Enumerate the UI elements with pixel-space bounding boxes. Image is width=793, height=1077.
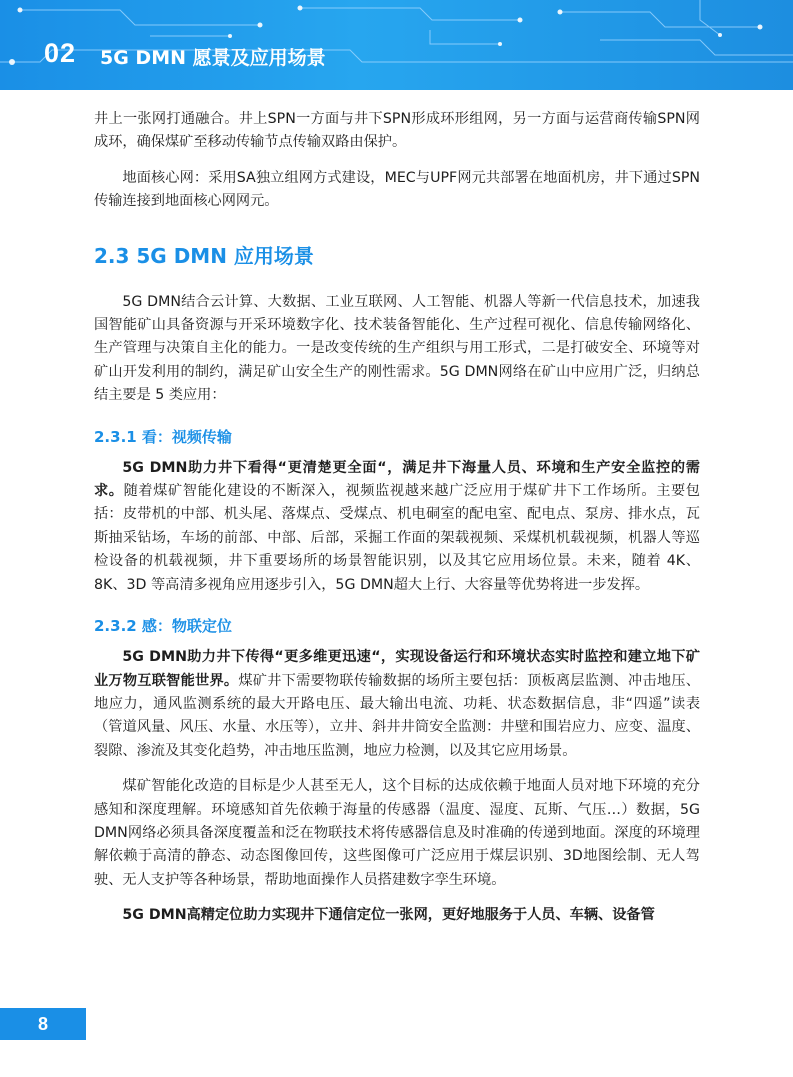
section-heading-2-3: 2.3 5G DMN 应用场景 — [94, 243, 314, 268]
subsection-heading-2-3-2: 2.3.2 感：物联定位 — [94, 617, 232, 636]
chapter-title: 5G DMN 愿景及应用场景 — [100, 47, 326, 69]
section-2-3-2-lead: 5G DMN助力井下传得“更多维更迅速“，实现设备运行和环境状态实时监控和建立地下矿业万物互联智能世界。 — [94, 649, 700, 689]
page-body — [94, 108, 700, 928]
subsection-heading-2-3-1: 2.3.1 看：视频传输 — [94, 427, 232, 446]
intro-paragraph-1: 井上一张网打通融合。井上SPN一方面与井下SPN形成环形组网，另一方面与运营商传输SPN网成环，确保煤矿至移动传输节点传输双路由保护。 — [94, 111, 700, 151]
intro-paragraph-2: 地面核心网：采用SA独立组网方式建设，MEC与UPF网元共部署在地面机房，井下通过SPN传输连接到地面核心网网元。 — [94, 169, 700, 210]
chapter-number: 02 — [44, 38, 77, 68]
section-2-3-2-paragraph-2: 煤矿智能化改造的目标是少人甚至无人，这个目标的达成依赖于地面人员对地下环境的充分感知和深度理解。环境感知首先依赖于海量的传感器（温度、湿度、瓦斯、气压…）数据，5G DMN网络必须具备深度覆盖和泛在物联技术将传感器信息及时准确的传递到地面。深度的环境理解依赖于高清的静态、动态图像回传，这些图像可广泛应用于煤层识别、3D地图绘制、无人驾驶、无人支护等各种场景，帮助地面操作人员搭建数字孪生环境。 — [94, 778, 700, 888]
section-2-3-2-paragraph-3-bold: 5G DMN高精定位助力实现井下通信定位一张网，更好地服务于人员、车辆、设备管 — [122, 907, 655, 924]
section-2-3-2-body: 煤矿井下需要物联传输数据的场所主要包括：顶板离层监测、冲击地压、地应力，通风监测系统的最大开路电压、最大输出电流、功耗、状态数据信息，非“四遥”读表（管道风量、风压、水量、水压等），立井、斜井井筒安全监测：井壁和围岩应力、应变、温度、裂隙、渗流及其变化趋势，冲击地压监测，地应力检测，以及其它应用场景。 — [94, 672, 701, 759]
chapter-header-banner — [0, 0, 793, 90]
section-2-3-1-lead: 5G DMN助力井下看得“更清楚更全面“，满足井下海量人员、环境和生产安全监控的需求。 — [94, 459, 700, 500]
section-2-3-1-body: 随着煤矿智能化建设的不断深入，视频监视越来越广泛应用于煤矿井下工作场所。主要包括：皮带机的中部、机头尾、落煤点、受煤点、机电硐室的配电室、配电点、泵房、排水点，瓦斯抽采钻场，车场的前部、中部、后部，采掘工作面的架载视频、采煤机机载视频，机器人等巡检设备的机载视频，井下重要场所的场景智能识别，以及其它应用场位景。未来，随着 4K、8K、3D 等高清多视角应用逐步引入，5G DMN超大上行、大容量等优势将进一步发挥。 — [94, 483, 700, 593]
page-number: 8 — [0, 1008, 86, 1040]
section-2-3-2-paragraph-3 — [94, 904, 700, 927]
section-2-3-1-paragraph — [94, 457, 700, 597]
section-2-3-paragraph: 5G DMN结合云计算、大数据、工业互联网、人工智能、机器人等新一代信息技术，加速我国智能矿山具备资源与开采环境数字化、技术装备智能化、生产过程可视化、信息传输网络化、生产管理与决策自主化的能力。一是改变传统的生产组织与用工形式，二是打破安全、环境等对矿山开发利用的制约，满足矿山安全生产的刚性需求。5G DMN网络在矿山中应用广泛，归纳总结主要是 5 类应用： — [94, 293, 700, 404]
section-2-3-2-paragraph — [94, 646, 700, 763]
